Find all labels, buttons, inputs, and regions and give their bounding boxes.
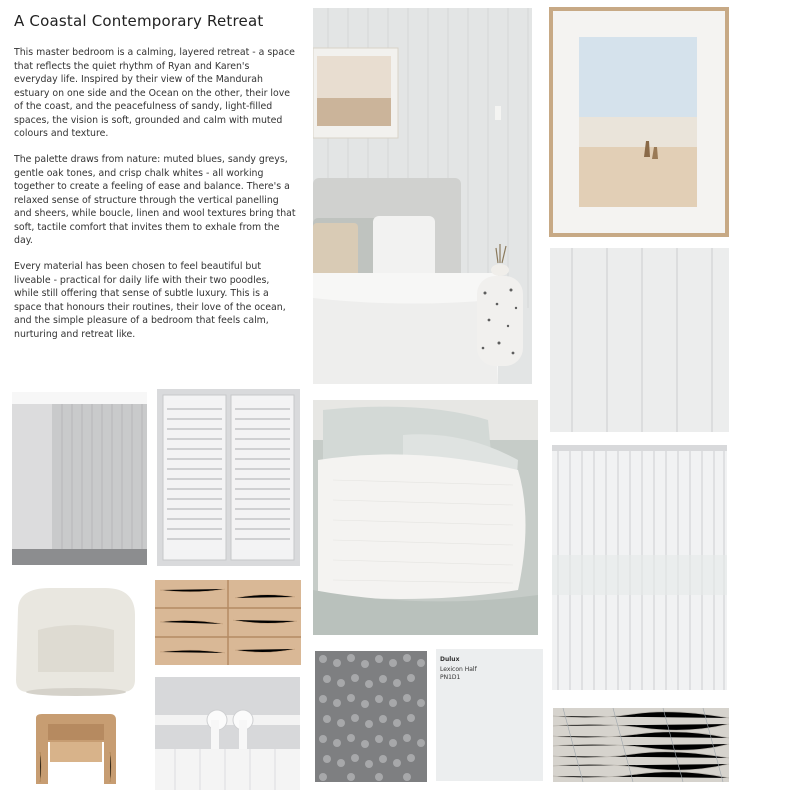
description-paragraph: Every material has been chosen to feel beautiful but liveable - practical for daily life with their two poodles, while still offering that sense of subtle luxury. This is a space that honours their routines, their love of the ocean, and the simple pleasure of a bedroom that feels calm, nurturing and retreat like.: [14, 261, 286, 340]
boucle-armchair: [10, 580, 138, 698]
wool-carpet-sample: [315, 651, 427, 782]
description-paragraph: This master bedroom is a calming, layered retreat - a space that reflects the quiet rhythm of Ryan and Karen's everyday life. Inspired by their view of the Mandurah estuary on one side and the Ocean on the other, their love of the coast, and the peacefulness of sandy, light-filled spaces, the vision is soft, grounded and calm with muted colours and texture.: [14, 47, 295, 139]
textured-rug-sample: [553, 708, 729, 782]
framed-beach-artwork: [549, 7, 729, 237]
paint-swatch-card: [436, 649, 543, 781]
vertical-sheer-blinds: [552, 445, 727, 690]
paint-colour-name: Lexicon Half: [440, 666, 477, 673]
bedroom-photo: [313, 8, 532, 384]
vj-panelling-sample: [550, 248, 729, 432]
page-title: A Coastal Contemporary Retreat: [14, 12, 264, 30]
sheer-curtain-room: [12, 392, 147, 565]
paint-brand: Dulux: [440, 656, 460, 663]
linen-bedding-photo: [313, 400, 538, 635]
paint-colour-code: PN1D1: [440, 674, 461, 681]
description-text: [14, 46, 296, 354]
oak-bedside-table: [30, 712, 122, 792]
description-paragraph: The palette draws from nature: muted blues, sandy greys, gentle oak tones, and crisp chalk whites - all working together to create a feeling of ease and balance. There's a relaxed sense of structure through the vertical panelling and sheers, while boucle, linen and wool textures bring that soft, tactile comfort that invites them to exhale from the day.: [14, 154, 296, 246]
plantation-shutters: [157, 389, 300, 566]
oak-chest-of-drawers: [155, 580, 301, 665]
barn-door-hardware: [155, 677, 300, 790]
